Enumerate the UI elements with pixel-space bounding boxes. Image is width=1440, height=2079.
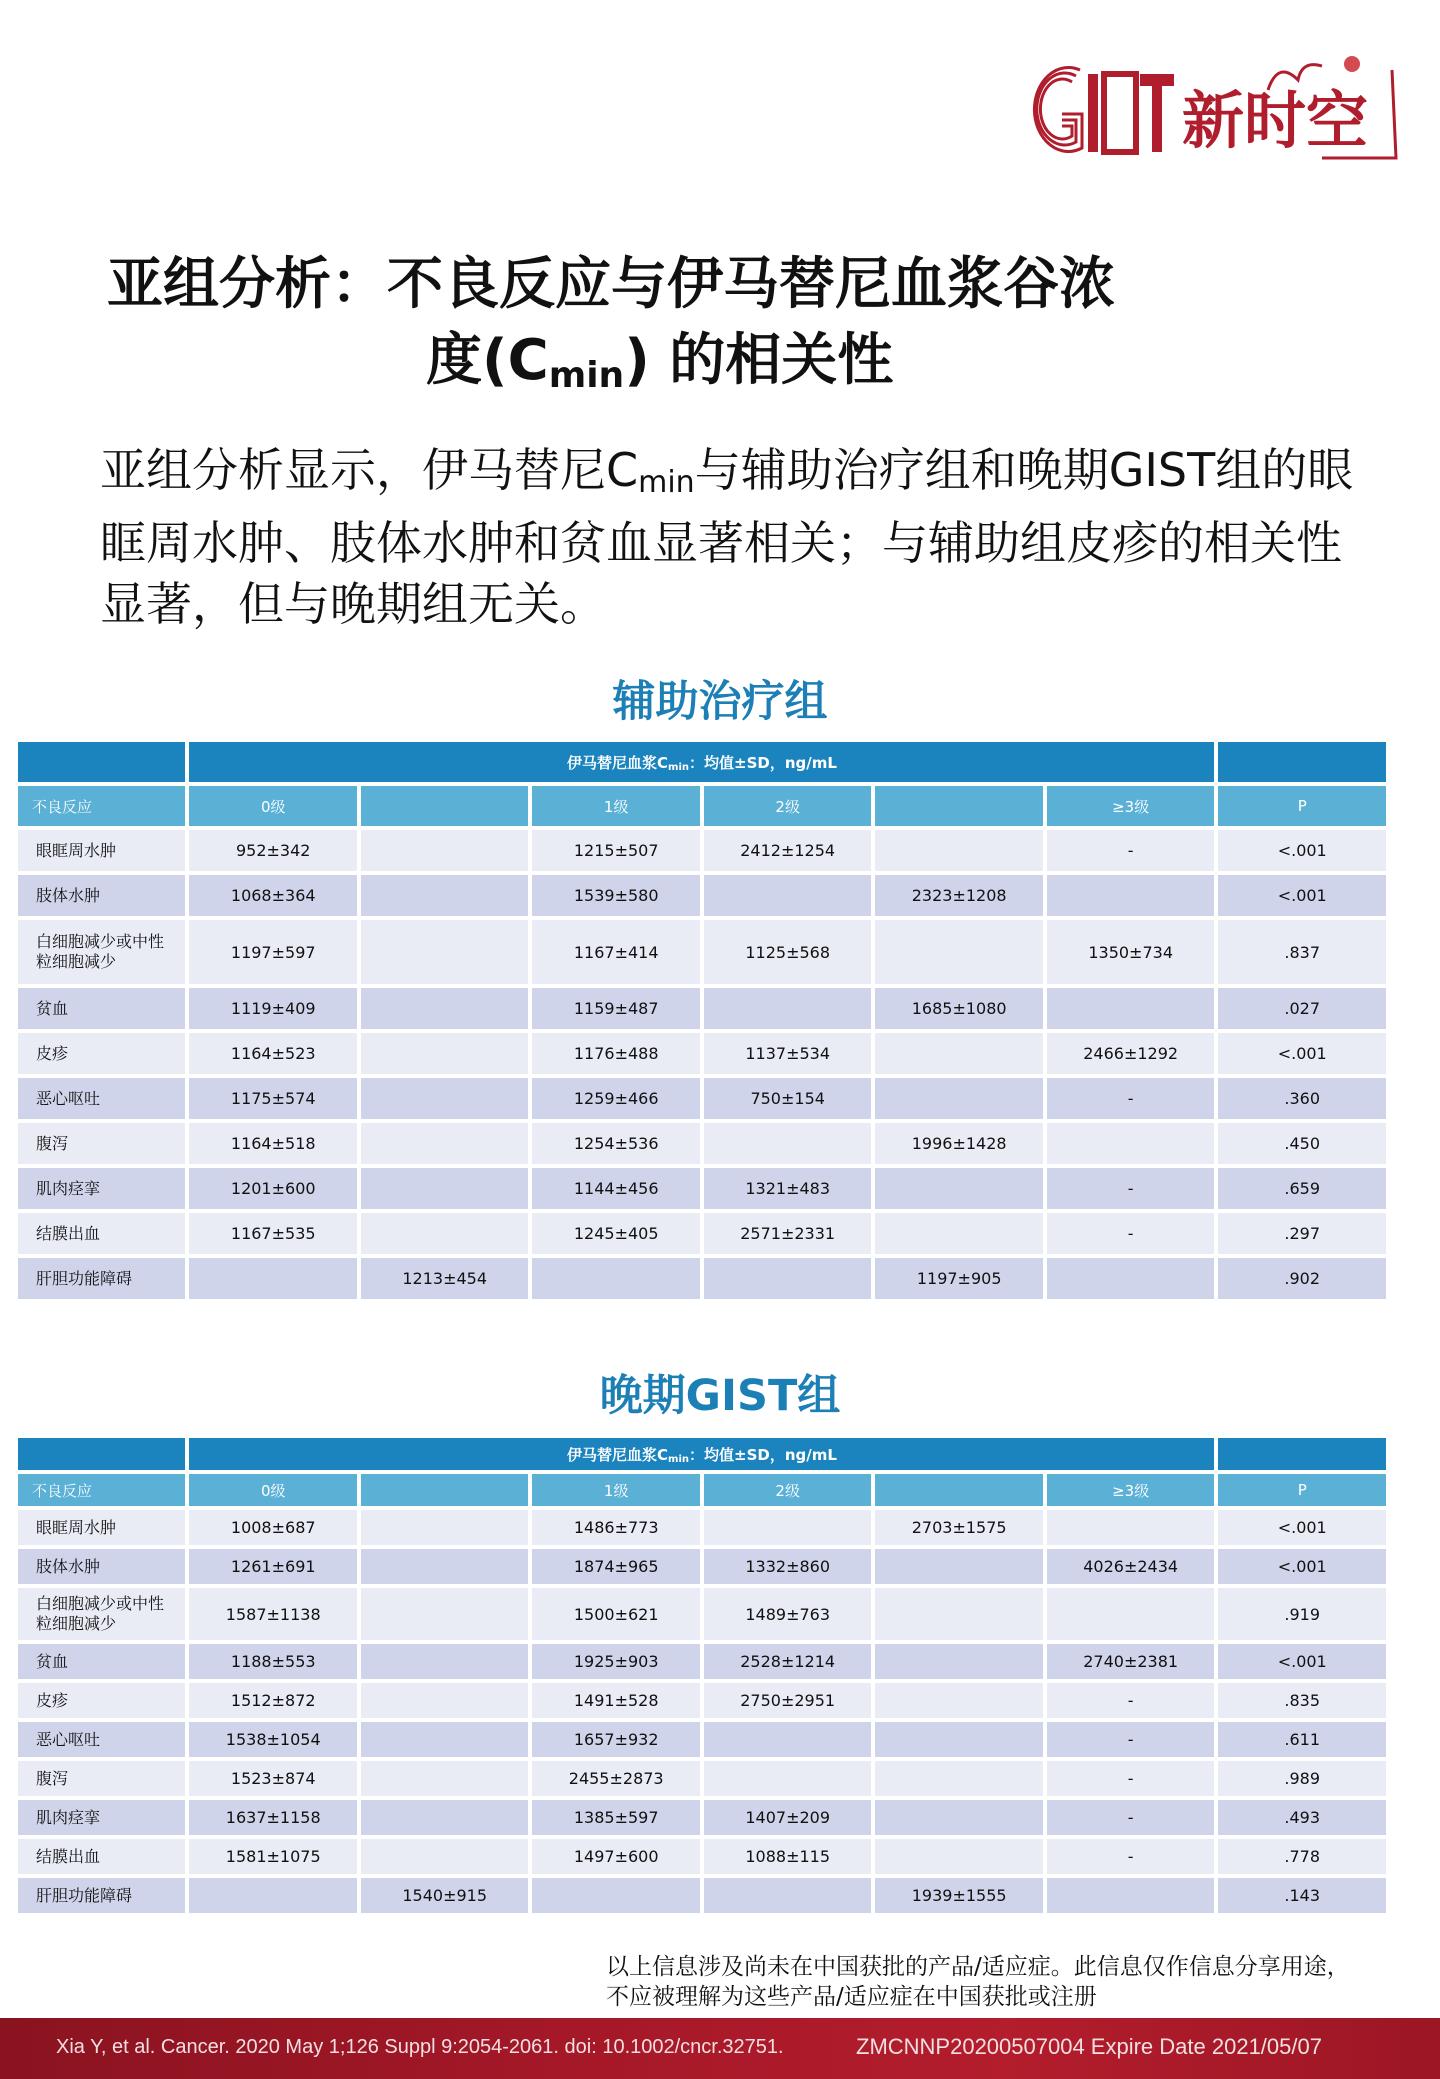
table-cell [361,1033,528,1074]
table-cell [1047,1878,1215,1913]
table-cell: 1925±903 [532,1644,699,1679]
column-header: ≥3级 [1047,1474,1215,1506]
table-cell: 2528±1214 [704,1644,871,1679]
column-header [875,1474,1042,1506]
table-cell: 1213±454 [361,1258,528,1299]
table-cell: - [1047,1683,1215,1718]
table-cell: - [1047,1839,1215,1874]
table-cell: 1144±456 [532,1168,699,1209]
document-code: ZMCNNP20200507004 Expire Date 2021/05/07 [856,2034,1322,2059]
table-cell: 1254±536 [532,1123,699,1164]
table-cell: 1407±209 [704,1800,871,1835]
table-row [18,1549,1386,1584]
table-cell: 2323±1208 [875,875,1042,916]
column-header: P [1218,786,1386,826]
table-cell: - [1047,830,1215,871]
table-cell: - [1047,1168,1215,1209]
column-header: ≥3级 [1047,786,1215,826]
table-cell [875,1078,1042,1119]
table-subheader-row [18,1474,1386,1506]
table-cell: 2740±2381 [1047,1644,1215,1679]
table-cell: .837 [1218,920,1386,984]
table-cell: 1332±860 [704,1549,871,1584]
adverse-event-name: 白细胞减少或中性粒细胞减少 [18,1588,185,1640]
table-cell: 1996±1428 [875,1123,1042,1164]
table-cell [361,920,528,984]
table-cell [704,1258,871,1299]
table-cell: .297 [1218,1213,1386,1254]
table-cell: .450 [1218,1123,1386,1164]
table-cell [361,1761,528,1796]
table-cell: 1491±528 [532,1683,699,1718]
adverse-event-name: 肌肉痉挛 [18,1800,185,1835]
table-cell: 1164±518 [189,1123,356,1164]
table-cell: .919 [1218,1588,1386,1640]
table-cell: - [1047,1078,1215,1119]
table-cell: 750±154 [704,1078,871,1119]
column-header: 不良反应 [18,786,185,826]
table-cell: <.001 [1218,830,1386,871]
adverse-event-name: 肝胆功能障碍 [18,1258,185,1299]
table-row [18,1033,1386,1074]
table-cell: .659 [1218,1168,1386,1209]
table-cell: <.001 [1218,1033,1386,1074]
table-cell: 1245±405 [532,1213,699,1254]
table-header-row [18,1438,1386,1470]
table-cell [875,1588,1042,1640]
table-cell [1047,875,1215,916]
adverse-event-name: 皮疹 [18,1033,185,1074]
table-cell [875,1033,1042,1074]
table-cell: 2466±1292 [1047,1033,1215,1074]
table-cell: 1176±488 [532,1033,699,1074]
adverse-event-name: 贫血 [18,988,185,1029]
table-cell: 1137±534 [704,1033,871,1074]
table-cell: <.001 [1218,875,1386,916]
table-row [18,1761,1386,1796]
table-cell: 1637±1158 [189,1800,356,1835]
adverse-event-name: 肌肉痉挛 [18,1168,185,1209]
table-cell [361,1123,528,1164]
adverse-event-name: 腹泻 [18,1761,185,1796]
column-header: 1级 [532,1474,699,1506]
column-header [361,786,528,826]
column-header [875,786,1042,826]
header-blank-cell [18,1438,185,1470]
table-cell [1047,1588,1215,1640]
table-cell [1047,988,1215,1029]
table-cell: 1201±600 [189,1168,356,1209]
column-header: 2级 [704,786,871,826]
table-cell [361,1722,528,1757]
adverse-event-name: 腹泻 [18,1123,185,1164]
adverse-event-name: 贫血 [18,1644,185,1679]
table-cell [704,875,871,916]
adverse-event-name: 肢体水肿 [18,875,185,916]
table-cell [875,1683,1042,1718]
table-cell: 1587±1138 [189,1588,356,1640]
table-cell [361,1213,528,1254]
table-subheader-row [18,786,1386,826]
table-cell [361,988,528,1029]
gist-logo-icon [1022,30,1408,178]
table-row [18,875,1386,916]
table-cell [875,1644,1042,1679]
table-cell: .360 [1218,1078,1386,1119]
adverse-event-name: 皮疹 [18,1683,185,1718]
table-cell [361,875,528,916]
table-row [18,988,1386,1029]
table-cell: 4026±2434 [1047,1549,1215,1584]
table-cell [1047,1510,1215,1545]
adverse-event-name: 眼眶周水肿 [18,830,185,871]
table-row [18,920,1386,984]
table-cell: 1197±597 [189,920,356,984]
table-row [18,1800,1386,1835]
table-cell: 1159±487 [532,988,699,1029]
table-cell: 1197±905 [875,1258,1042,1299]
table-cell: 1539±580 [532,875,699,916]
table-cell [875,920,1042,984]
table-cell [361,830,528,871]
table-row [18,1213,1386,1254]
table-cell: 2750±2951 [704,1683,871,1718]
column-header: 不良反应 [18,1474,185,1506]
table-cell: .902 [1218,1258,1386,1299]
table-row [18,1123,1386,1164]
table-row [18,1722,1386,1757]
table-row [18,1510,1386,1545]
table-cell: 1167±414 [532,920,699,984]
table-cell: 1119±409 [189,988,356,1029]
table-cell: 1486±773 [532,1510,699,1545]
table-cell [361,1078,528,1119]
table-cell [704,1722,871,1757]
table-cell: - [1047,1800,1215,1835]
table-cell: 1523±874 [189,1761,356,1796]
table-cell [189,1258,356,1299]
table-cell [361,1644,528,1679]
regulatory-notice: 以上信息涉及尚未在中国获批的产品/适应症。此信息仅作信息分享用途， 不应被理解为这些产品/适应症在中国获批或注册 [606,1954,1350,2010]
table-cell: 2412±1254 [704,830,871,871]
adverse-event-name: 肝胆功能障碍 [18,1878,185,1913]
column-header: P [1218,1474,1386,1506]
adverse-event-name: 肢体水肿 [18,1549,185,1584]
table-cell: .835 [1218,1683,1386,1718]
header-blank-cell [1218,742,1386,782]
title-line-2: 度$(C_{min})$ 的相关性 [426,328,894,396]
svg-text:新时空: 新时空 [1182,84,1369,157]
table-cell: 1215±507 [532,830,699,871]
table-cell [704,1510,871,1545]
table-cell: 2703±1575 [875,1510,1042,1545]
table-cell: <.001 [1218,1644,1386,1679]
table-cell [875,1800,1042,1835]
table-cell [361,1683,528,1718]
column-header: 0级 [189,1474,356,1506]
header-blank-cell [1218,1438,1386,1470]
table-cell: .611 [1218,1722,1386,1757]
table-cell [361,1549,528,1584]
table-cell [704,1761,871,1796]
table-cell: - [1047,1761,1215,1796]
table-cell [532,1258,699,1299]
table-cell: <.001 [1218,1510,1386,1545]
table-cell: - [1047,1213,1215,1254]
table-cell: - [1047,1722,1215,1757]
table-row [18,1878,1386,1913]
table-cell: 1540±915 [361,1878,528,1913]
table-cell: 1125±568 [704,920,871,984]
table-cell [1047,1258,1215,1299]
table-header-row [18,742,1386,782]
table-cell: 1581±1075 [189,1839,356,1874]
column-header: 1级 [532,786,699,826]
table-cell [704,1878,871,1913]
table-cell: .778 [1218,1839,1386,1874]
advanced-table [14,1434,1390,1917]
table-cell: 1261±691 [189,1549,356,1584]
table-cell [875,1168,1042,1209]
table-cell: 1874±965 [532,1549,699,1584]
table-cell [704,1123,871,1164]
table-cell [361,1800,528,1835]
table-cell: 1321±483 [704,1168,871,1209]
table-cell [704,988,871,1029]
summary-paragraph: 亚组分析显示，伊马替尼$C_{min}$与辅助治疗组和晚期GIST组的眼眶周水肿、肢体水肿和贫血显著相关；与辅助组皮疹的相关性显著，但与晚期组无关。 [100,443,1354,631]
table-cell: 1538±1054 [189,1722,356,1757]
table-cell: 1008±687 [189,1510,356,1545]
table-cell [1047,1123,1215,1164]
adverse-event-name: 结膜出血 [18,1213,185,1254]
table-cell: .989 [1218,1761,1386,1796]
table-cell: 1657±932 [532,1722,699,1757]
table-row [18,1588,1386,1640]
header-blank-cell [18,742,185,782]
adjuvant-section-title: 辅助治疗组 [612,677,828,727]
table-cell [532,1878,699,1913]
table-cell: 1175±574 [189,1078,356,1119]
table-cell [361,1510,528,1545]
table-cell [875,1549,1042,1584]
table-cell: 2571±2331 [704,1213,871,1254]
footer-bar [0,2018,1440,2079]
table-cell: 1385±597 [532,1800,699,1835]
table-cell: 1685±1080 [875,988,1042,1029]
table-cell: 1489±763 [704,1588,871,1640]
table-row [18,1078,1386,1119]
table-cell [875,1722,1042,1757]
table-cell [361,1839,528,1874]
table-cell [875,1213,1042,1254]
column-header [361,1474,528,1506]
table-cell: .493 [1218,1800,1386,1835]
advanced-section-title: 晚期GIST组 [599,1371,841,1421]
table-cell: 1188±553 [189,1644,356,1679]
table-cell: 2455±2873 [532,1761,699,1796]
table-cell: 1259±466 [532,1078,699,1119]
adverse-event-name: 恶心呕吐 [18,1722,185,1757]
table-cell: 1500±621 [532,1588,699,1640]
citation-text: Xia Y, et al. Cancer. 2020 May 1;126 Suppl 9:2054-2061. doi: 10.1002/cncr.32751. [56,2036,784,2058]
adverse-event-name: 结膜出血 [18,1839,185,1874]
table-cell: .027 [1218,988,1386,1029]
title-line-1: 亚组分析：不良反应与伊马替尼血浆谷浓 [107,252,1115,317]
table-row [18,830,1386,871]
adverse-event-name: 恶心呕吐 [18,1078,185,1119]
table-cell: 1068±364 [189,875,356,916]
brand-logo [1022,30,1408,178]
table-cell: 1164±523 [189,1033,356,1074]
adjuvant-table [14,738,1390,1303]
adverse-event-name: 白细胞减少或中性粒细胞减少 [18,920,185,984]
table-cell: 1350±734 [1047,920,1215,984]
table-cell [361,1588,528,1640]
table-cell: 1167±535 [189,1213,356,1254]
table-cell: .143 [1218,1878,1386,1913]
table-row [18,1683,1386,1718]
header-cmin-label: 伊马替尼血浆$C_{min}$：均值±SD，ng/mL [189,1438,1214,1470]
table-cell: 1088±115 [704,1839,871,1874]
table-cell: 952±342 [189,830,356,871]
table-cell [875,830,1042,871]
table-cell [875,1761,1042,1796]
table-cell: 1939±1555 [875,1878,1042,1913]
table-cell [189,1878,356,1913]
table-row [18,1644,1386,1679]
table-row [18,1258,1386,1299]
table-cell: 1497±600 [532,1839,699,1874]
table-cell: 1512±872 [189,1683,356,1718]
table-cell: <.001 [1218,1549,1386,1584]
table-row [18,1839,1386,1874]
table-cell [875,1839,1042,1874]
column-header: 0级 [189,786,356,826]
column-header: 2级 [704,1474,871,1506]
header-cmin-label: 伊马替尼血浆$C_{min}$：均值±SD，ng/mL [189,742,1214,782]
adverse-event-name: 眼眶周水肿 [18,1510,185,1545]
table-row [18,1168,1386,1209]
table-cell [361,1168,528,1209]
